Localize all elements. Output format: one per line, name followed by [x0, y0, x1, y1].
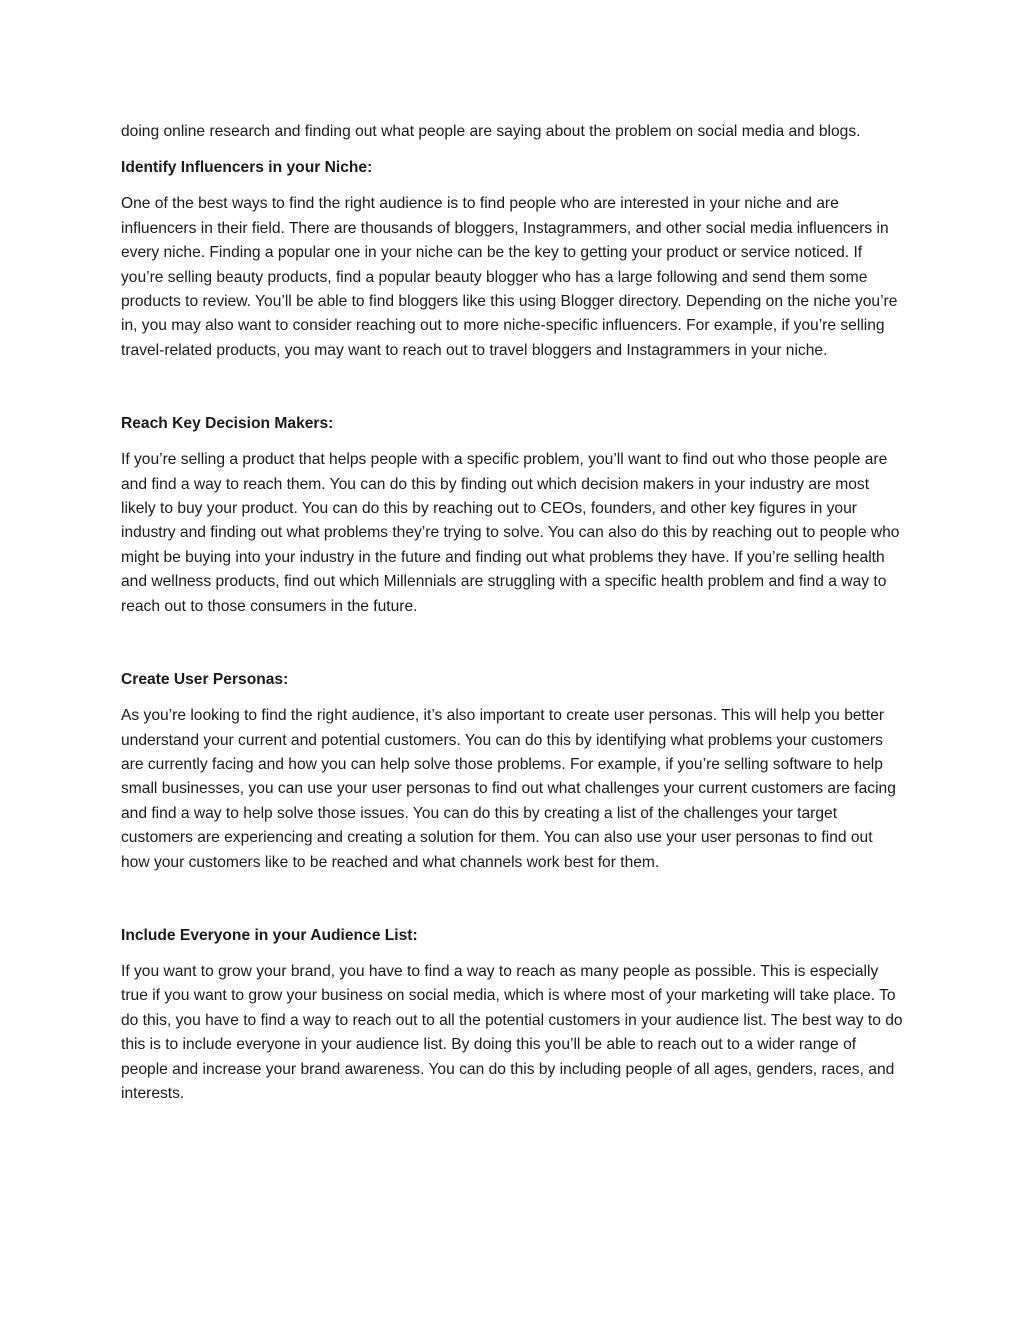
section-heading-audience-list: Include Everyone in your Audience List:	[121, 926, 418, 944]
section-spacer	[121, 631, 905, 668]
section-spacer	[121, 375, 905, 412]
section-body-user-personas: As you’re looking to find the right audience, it’s also important to create user personas. This will help you better understand your current and potential customers. You can do this by identifying what problems your customers are currently facing and how you can help solve those problems. For example, if you’re selling software to help small businesses, you can use your user personas to find out what challenges your current customers are facing and find a way to help solve those issues. You can do this by creating a list of the challenges your target customers are experiencing and creating a solution for them. You can also use your user personas to find out how your customers like to be reached and what channels work best for them.	[121, 707, 896, 871]
section-heading-user-personas: Create User Personas:	[121, 671, 289, 689]
section-body-decision-makers: If you’re selling a product that helps people with a specific problem, you’ll want to find out who those people are and find a way to reach them. You can do this by finding out which decision makers in your industry are most likely to buy your product. You can do this by reaching out to CEOs, founders, and other key figures in your industry and finding out what problems they’re trying to solve. You can also do this by reaching out to people who might be buying into your industry in the future and finding out what problems they have. If you’re selling health and wellness products, find out which Millennials are struggling with a specific health problem and find a way to reach out to those consumers in the future.	[121, 451, 900, 615]
section-heading-decision-makers: Reach Key Decision Makers:	[121, 415, 334, 433]
section-body-influencers: One of the best ways to find the right audience is to find people who are interested in your niche and are influencers in their field. There are thousands of bloggers, Instagrammers, and other social media influencers in every niche. Finding a popular one in your niche can be the key to getting your product or service noticed. If you’re selling beauty products, find a popular beauty blogger who has a large following and send them some products to review. You’ll be able to find bloggers like this using Blogger directory. Depending on the niche you’re in, you may also want to consider reaching out to more niche-specific influencers. For example, if you’re selling travel-related products, you may want to reach out to travel bloggers and Instagrammers in your niche.	[121, 195, 898, 359]
document-page	[121, 120, 905, 1118]
section-spacer	[121, 887, 905, 924]
intro-paragraph: doing online research and finding out what people are saying about the problem on social media and blogs.	[121, 123, 861, 140]
section-body-audience-list: If you want to grow your brand, you have to find a way to reach as many people as possible. This is especially true if you want to grow your business on social media, which is where most of your marketing will take place. To do this, you have to find a way to reach out to all the potential customers in your audience list. The best way to do this is to include everyone in your audience list. By doing this you’ll be able to reach out to a wider range of people and increase your brand awareness. You can do this by including people of all ages, genders, races, and interests.	[121, 962, 903, 1102]
section-heading-influencers: Identify Influencers in your Niche:	[121, 159, 373, 177]
